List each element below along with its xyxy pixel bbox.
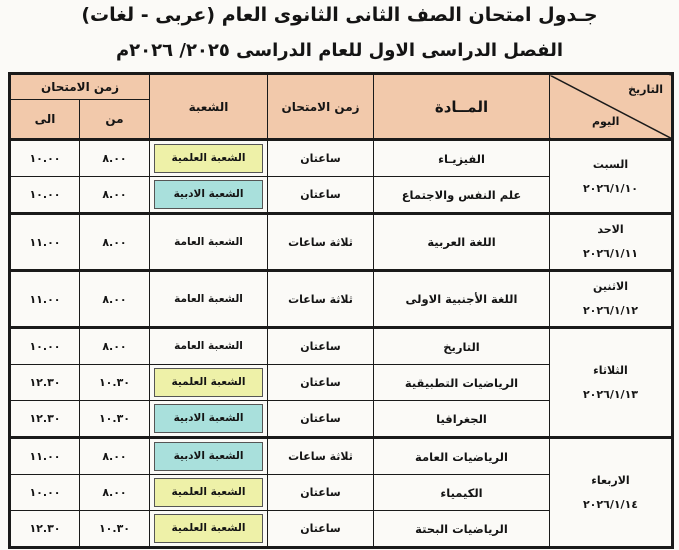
exam-start-time: ٨.٠٠ — [80, 475, 150, 511]
exam-end-time: ١١.٠٠ — [10, 438, 80, 475]
exam-duration: ساعتان — [268, 401, 374, 438]
exam-end-time: ١٠.٠٠ — [10, 328, 80, 365]
branch-badge: الشعبة العلمية — [154, 368, 263, 397]
exam-row — [10, 214, 673, 271]
exam-end-time: ١٠.٠٠ — [10, 140, 80, 177]
branch-cell — [150, 511, 268, 548]
branch-badge: الشعبة العامة — [174, 235, 243, 248]
exam-date: ٢٠٢٦/١/١٤ — [582, 497, 639, 511]
exam-subject: الرياضيات التطبيقية — [374, 365, 550, 401]
to-header: الى — [10, 100, 80, 140]
exam-end-time: ١٠.٠٠ — [10, 475, 80, 511]
branch-badge: الشعبة الادبية — [154, 442, 263, 471]
exam-row — [10, 328, 673, 365]
day-name: السبت — [592, 157, 629, 171]
branch-badge: الشعبة العلمية — [154, 514, 263, 543]
exam-end-time: ١٢.٣٠ — [10, 511, 80, 548]
exam-subject: الكيمياء — [374, 475, 550, 511]
exam-date: ٢٠٢٦/١/١٣ — [582, 387, 639, 401]
exam-start-time: ١٠.٣٠ — [80, 401, 150, 438]
day-date-cell — [550, 438, 673, 548]
branch-badge: الشعبة العامة — [174, 340, 243, 352]
exam-start-time: ٨.٠٠ — [80, 214, 150, 271]
exam-subject: الجغرافيا — [374, 401, 550, 438]
exam-start-time: ٨.٠٠ — [80, 328, 150, 365]
exam-start-time: ٨.٠٠ — [80, 140, 150, 177]
branch-badge: الشعبة العامة — [174, 292, 243, 305]
day-name: الاثنين — [593, 280, 628, 293]
branch-cell — [150, 214, 268, 271]
branch-cell — [150, 328, 268, 365]
branch-badge: الشعبة العلمية — [154, 478, 263, 507]
page-subtitle: الفصل الدراسى الاول للعام الدراسى ٢٠٢٥/ ٢٠٢٦م — [115, 40, 564, 61]
day-date-cell — [550, 140, 673, 214]
subject-header: المــادة — [374, 74, 550, 140]
exam-subject: اللغة العربية — [374, 214, 550, 271]
exam-start-time: ٨.٠٠ — [80, 177, 150, 214]
exam-subject: اللغة الأجنبية الاولى — [374, 271, 550, 328]
branch-cell — [150, 365, 268, 401]
branch-header: الشعبة — [150, 74, 268, 140]
exam-start-time: ١٠.٣٠ — [80, 365, 150, 401]
branch-cell — [150, 401, 268, 438]
exam-subject: الرياضيات البحتة — [374, 511, 550, 548]
exam-end-time: ١١.٠٠ — [10, 214, 80, 271]
exam-end-time: ١١.٠٠ — [10, 271, 80, 328]
day-name: الاربعاء — [591, 473, 630, 487]
date-day-header — [550, 74, 673, 140]
exam-schedule-table — [8, 72, 674, 549]
exam-duration: ساعتان — [268, 475, 374, 511]
exam-subject: التاريخ — [374, 328, 550, 365]
exam-duration: ثلاثة ساعات — [268, 438, 374, 475]
exam-row — [10, 271, 673, 328]
day-name: الاحد — [597, 223, 624, 236]
duration-header: زمن الامتحان — [268, 74, 374, 140]
branch-cell — [150, 438, 268, 475]
exam-duration: ساعتان — [268, 511, 374, 548]
branch-cell — [150, 140, 268, 177]
exam-subject: الرياضيات العامة — [374, 438, 550, 475]
exam-duration: ثلاثة ساعات — [268, 214, 374, 271]
branch-cell — [150, 475, 268, 511]
header-row — [10, 74, 673, 100]
exam-start-time: ٨.٠٠ — [80, 438, 150, 475]
day-date-cell — [550, 214, 673, 271]
branch-cell — [150, 271, 268, 328]
exam-duration: ساعتان — [268, 140, 374, 177]
exam-date: ٢٠٢٦/١/١٠ — [582, 181, 639, 195]
date-header-label: التاريخ — [628, 83, 663, 96]
exam-duration: ساعتان — [268, 365, 374, 401]
exam-row — [10, 140, 673, 177]
exam-end-time: ١٢.٣٠ — [10, 401, 80, 438]
exam-end-time: ١٢.٣٠ — [10, 365, 80, 401]
branch-badge: الشعبة الادبية — [154, 404, 263, 433]
exam-date: ٢٠٢٦/١/١١ — [582, 247, 639, 260]
day-date-cell — [550, 271, 673, 328]
day-date-cell — [550, 328, 673, 438]
from-header: من — [80, 100, 150, 140]
exam-duration: ساعتان — [268, 328, 374, 365]
exam-duration: ساعتان — [268, 177, 374, 214]
day-name: الثلاثاء — [593, 363, 628, 377]
exam-start-time: ١٠.٣٠ — [80, 511, 150, 548]
branch-badge: الشعبة الادبية — [154, 180, 263, 209]
exam-start-time: ٨.٠٠ — [80, 271, 150, 328]
exam-time-header: زمن الامتحان — [10, 74, 150, 100]
exam-subject: الفيزيـاء — [374, 140, 550, 177]
page-title: جـدول امتحان الصف الثانى الثانوى العام (عربى - لغات) — [81, 4, 598, 26]
exam-end-time: ١٠.٠٠ — [10, 177, 80, 214]
exam-duration: ثلاثة ساعات — [268, 271, 374, 328]
exam-date: ٢٠٢٦/١/١٢ — [582, 304, 639, 317]
exam-row — [10, 438, 673, 475]
day-header-label: اليوم — [592, 115, 620, 128]
exam-subject: علم النفس والاجتماع — [374, 177, 550, 214]
branch-badge: الشعبة العلمية — [154, 144, 263, 173]
branch-cell — [150, 177, 268, 214]
